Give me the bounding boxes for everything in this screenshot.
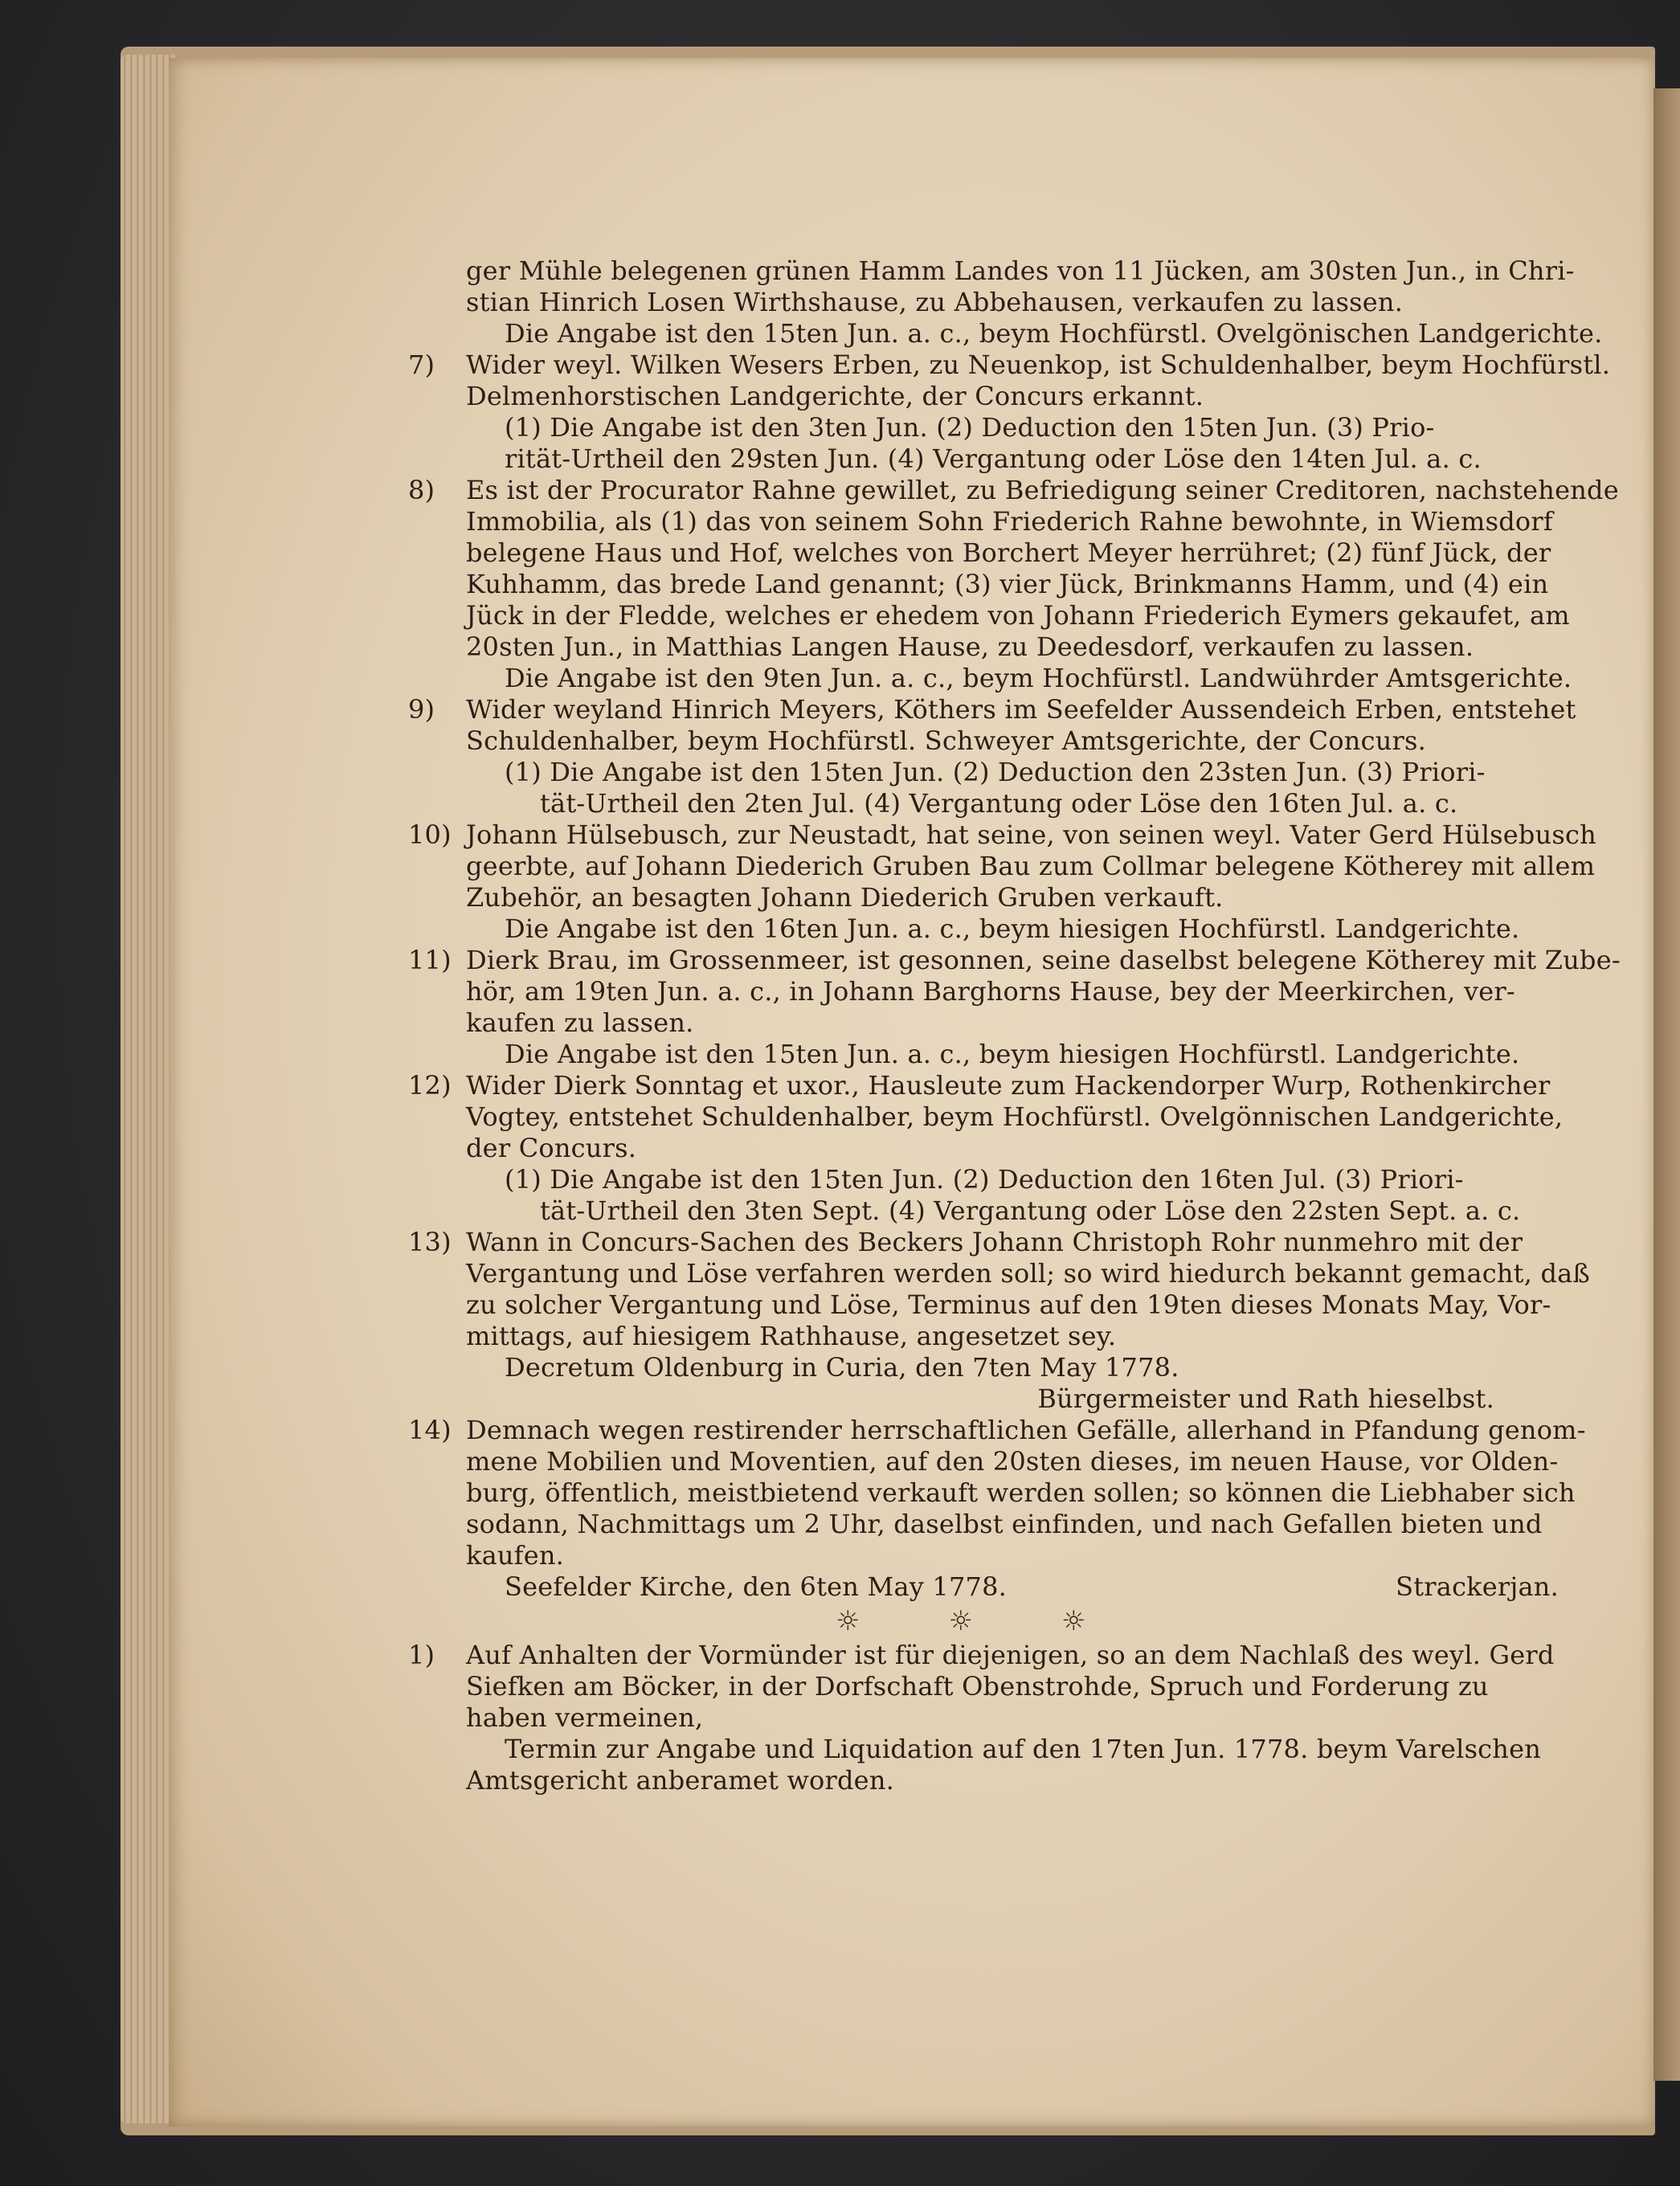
- text-line: Johann Hülsebusch, zur Neustadt, hat seine, von seinen weyl. Vater Gerd Hülsebusch 10): [408, 819, 1596, 850]
- text-line: Schuldenhalber, beym Hochfürstl. Schweyer Amtsgerichte, der Concurs.: [466, 725, 1427, 756]
- text-line: Amtsgericht anberamet worden.: [466, 1765, 895, 1796]
- text-line: burg, öffentlich, meistbietend verkauft werden sollen; so können die Liebhaber sich: [466, 1477, 1576, 1508]
- text-line: (1) Die Angabe ist den 15ten Jun. (2) Deduction den 23sten Jun. (3) Priori-: [505, 757, 1486, 787]
- text-line: (1) Die Angabe ist den 15ten Jun. (2) Deduction den 16ten Jul. (3) Priori-: [505, 1164, 1464, 1195]
- text-line: mittags, auf hiesigem Rathhause, angesetzet sey.: [466, 1321, 1117, 1351]
- text-line: Siefken am Böcker, in der Dorfschaft Obenstrohde, Spruch und Forderung zu: [466, 1671, 1489, 1702]
- signature-place-date: Seefelder Kirche, den 6ten May 1778.: [505, 1571, 1007, 1602]
- signature-row: [466, 1571, 1591, 1603]
- ornament-sun-icon: ☼: [948, 1605, 973, 1637]
- text-line: belegene Haus und Hof, welches von Borchert Meyer herrühret; (2) fünf Jück, der: [466, 537, 1551, 568]
- text-line: Demnach wegen restirender herrschaftlichen Gefälle, allerhand in Pfandung genom- 14): [408, 1415, 1586, 1445]
- text-line: Zubehör, an besagten Johann Diederich Gruben verkauft.: [466, 882, 1224, 913]
- document-text: [408, 255, 1621, 1796]
- text-line: kaufen zu lassen.: [466, 1007, 694, 1038]
- entry-number: 9): [408, 694, 435, 725]
- text-line: ger Mühle belegenen grünen Hamm Landes von 11 Jücken, am 30sten Jun., in Chri-: [466, 255, 1575, 286]
- text-line: Vergantung und Löse verfahren werden soll; so wird hiedurch bekannt gemacht, daß: [466, 1258, 1590, 1289]
- text-line: Decretum Oldenburg in Curia, den 7ten May 1778.: [505, 1352, 1179, 1383]
- text-line: Delmenhorstischen Landgerichte, der Concurs erkannt.: [466, 381, 1204, 411]
- text-line: tät-Urtheil den 2ten Jul. (4) Vergantung oder Löse den 16ten Jul. a. c.: [540, 788, 1458, 819]
- text-line: hör, am 19ten Jun. a. c., in Johann Barghorns Hause, bey der Meerkirchen, ver-: [466, 976, 1515, 1007]
- ornament-divider: [466, 1603, 1591, 1640]
- signature-name: Strackerjan.: [1396, 1571, 1559, 1602]
- text-line: (1) Die Angabe ist den 3ten Jun. (2) Deduction den 15ten Jun. (3) Prio-: [505, 412, 1435, 443]
- entry-number: 1): [408, 1640, 435, 1670]
- entry-number: 8): [408, 475, 435, 505]
- text-line: stian Hinrich Losen Wirthshause, zu Abbehausen, verkaufen zu lassen.: [466, 287, 1404, 317]
- text-line: geerbte, auf Johann Diederich Gruben Bau zum Collmar belegene Kötherey mit allem: [466, 851, 1596, 881]
- entry-number: 14): [408, 1415, 452, 1445]
- text-line: Auf Anhalten der Vormünder ist für diejenigen, so an dem Nachlaß des weyl. Gerd 1): [408, 1640, 1555, 1670]
- ornament-sun-icon: ☼: [1061, 1605, 1086, 1637]
- entry-number: 12): [408, 1070, 452, 1101]
- text-line: Jück in der Fledde, welches er ehedem von Johann Friederich Eymers gekaufet, am: [466, 600, 1570, 631]
- text-line: kaufen.: [466, 1540, 565, 1571]
- text-line: Immobilia, als (1) das von seinem Sohn Friederich Rahne bewohnte, in Wiemsdorf: [466, 506, 1553, 537]
- text-line: Die Angabe ist den 15ten Jun. a. c., beym hiesigen Hochfürstl. Landgerichte.: [505, 1039, 1520, 1069]
- text-line: rität-Urtheil den 29sten Jun. (4) Vergantung oder Löse den 14ten Jul. a. c.: [505, 443, 1482, 474]
- text-line: Wider weyland Hinrich Meyers, Köthers im Seefelder Aussendeich Erben, entstehet 9): [408, 694, 1576, 725]
- text-line: Bürgermeister und Rath hieselbst.: [1037, 1383, 1494, 1414]
- text-line: der Concurs.: [466, 1133, 637, 1163]
- text-line: Vogtey, entstehet Schuldenhalber, beym Hochfürstl. Ovelgönnischen Landgerichte,: [466, 1101, 1564, 1132]
- entry-number: 11): [408, 945, 452, 975]
- text-line: Dierk Brau, im Grossenmeer, ist gesonnen, seine daselbst belegene Kötherey mit Zube- 11): [408, 945, 1621, 975]
- text-line: Die Angabe ist den 9ten Jun. a. c., beym Hochfürstl. Landwührder Amtsgerichte.: [505, 663, 1572, 693]
- text-line: tät-Urtheil den 3ten Sept. (4) Vergantung oder Löse den 22sten Sept. a. c.: [540, 1195, 1521, 1226]
- text-line: Termin zur Angabe und Liquidation auf den 17ten Jun. 1778. beym Varelschen: [505, 1734, 1542, 1764]
- text-line: sodann, Nachmittags um 2 Uhr, daselbst einfinden, und nach Gefallen bieten und: [466, 1509, 1543, 1539]
- text-line: 20sten Jun., in Matthias Langen Hause, zu Deedesdorf, verkaufen zu lassen.: [466, 631, 1474, 662]
- facing-page-edge: [1653, 88, 1680, 2081]
- text-line: Kuhhamm, das brede Land genannt; (3) vier Jück, Brinkmanns Hamm, und (4) ein: [466, 569, 1549, 599]
- text-line: zu solcher Vergantung und Löse, Terminus auf den 19ten dieses Monats May, Vor-: [466, 1289, 1551, 1320]
- text-line: Wider weyl. Wilken Wesers Erben, zu Neuenkop, ist Schuldenhalber, beym Hochfürstl. 7): [408, 349, 1611, 380]
- text-line: Die Angabe ist den 16ten Jun. a. c., beym hiesigen Hochfürstl. Landgerichte.: [505, 913, 1520, 944]
- text-line: Wann in Concurs-Sachen des Beckers Johann Christoph Rohr nunmehro mit der 13): [408, 1227, 1523, 1257]
- text-line: Es ist der Procurator Rahne gewillet, zu Befriedigung seiner Creditoren, nachstehende 8): [408, 475, 1619, 505]
- ornament-sun-icon: ☼: [836, 1605, 860, 1637]
- entry-number: 13): [408, 1227, 452, 1257]
- text-line: mene Mobilien und Moventien, auf den 20sten dieses, im neuen Hause, vor Olden-: [466, 1446, 1559, 1477]
- text-line: Wider Dierk Sonntag et uxor., Hausleute zum Hackendorper Wurp, Rothenkircher 12): [408, 1070, 1551, 1101]
- entry-number: 7): [408, 349, 435, 380]
- text-line: Die Angabe ist den 15ten Jun. a. c., beym Hochfürstl. Ovelgönischen Landgerichte.: [505, 318, 1603, 349]
- text-line: haben vermeinen,: [466, 1702, 704, 1733]
- entry-number: 10): [408, 819, 452, 850]
